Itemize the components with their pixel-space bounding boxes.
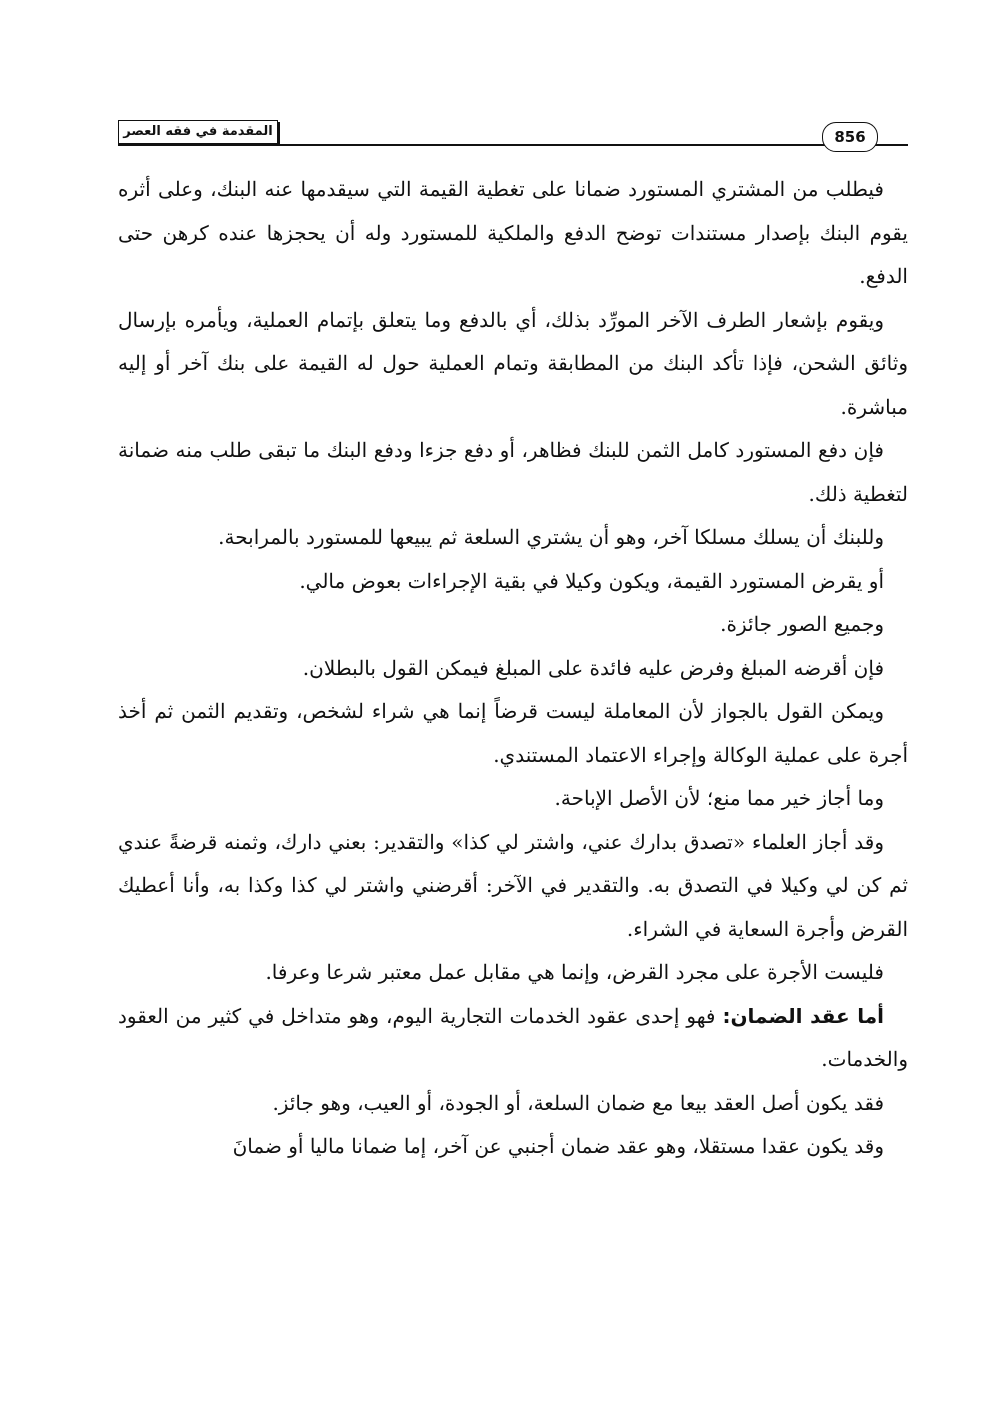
book-title: المقدمة في فقه العصر: [118, 120, 278, 144]
guarantee-paragraph: [118, 995, 908, 1082]
paragraph: ويمكن القول بالجواز لأن المعاملة ليست قرضاً إنما هي شراء لشخص، وتقديم الثمن ثم أخذ أجرة على عملية الوكالة وإجراء الاعتماد المستندي.: [118, 699, 908, 767]
guarantee-text: فهو إحدى عقود الخدمات التجارية اليوم، وهو متداخل في كثير من العقود والخدمات.: [118, 1003, 908, 1071]
page-header: [118, 118, 908, 148]
paragraph: فقد يكون أصل العقد بيعا مع ضمان السلعة، أو الجودة، أو العيب، وهو جائز.: [272, 1090, 884, 1115]
paragraph: فإن دفع المستورد كامل الثمن للبنك فظاهر، أو دفع جزءا ودفع البنك ما تبقى طلب منه ضمانة لتغطية ذلك.: [118, 438, 908, 506]
paragraph: وما أجاز خير مما منع؛ لأن الأصل الإباحة.: [554, 786, 884, 810]
paragraph: فليست الأجرة على مجرد القرض، وإنما هي مقابل عمل معتبر شرعا وعرفا.: [265, 960, 884, 984]
paragraph: وللبنك أن يسلك مسلكا آخر، وهو أن يشتري السلعة ثم يبيعها للمستورد بالمرابحة.: [218, 525, 884, 549]
header-rule: [118, 144, 908, 146]
body-text: [118, 168, 908, 1169]
paragraph: أو يقرض المستورد القيمة، ويكون وكيلا في بقية الإجراءات بعوض مالي.: [299, 568, 884, 593]
paragraph: فإن أقرضه المبلغ وفرض عليه فائدة على المبلغ فيمكن القول بالبطلان.: [302, 655, 884, 680]
paragraph: فيطلب من المشتري المستورد ضمانا على تغطية القيمة التي سيقدمها عنه البنك، وعلى أثره يقوم البنك بإصدار مستندات توضح الدفع والملكية للمستورد وله أن يحجزها عنده كرهن حتى الدفع.: [118, 177, 908, 288]
paragraph: وجميع الصور جائزة.: [720, 612, 884, 636]
paragraph: ويقوم بإشعار الطرف الآخر المورِّد بذلك، أي بالدفع وما يتعلق بإتمام العملية، ويأمره بإرسال وثائق الشحن، فإذا تأكد البنك من المطابقة وتمام العملية حول له القيمة على بنك آخر أو إليه مباشرة.: [118, 307, 908, 419]
paragraph: وقد يكون عقدا مستقلا، وهو عقد ضمان أجنبي عن آخر، إما ضمانا ماليا أو ضمانَ: [232, 1134, 884, 1158]
guarantee-heading: أما عقد الضمان:: [722, 1003, 884, 1028]
paragraph: وقد أجاز العلماء «تصدق بدارك عني، واشتر لي كذا» والتقدير: بعني دارك، وثمنه قرضةً عندي ثم كن لي وكيلا في التصدق به. والتقدير في الآخر: أقرضني واشتر لي كذا وكذا به، وأنا أعطيك القرض وأجرة السعاية في الشراء.: [118, 829, 908, 941]
page-number: 856: [822, 122, 878, 152]
